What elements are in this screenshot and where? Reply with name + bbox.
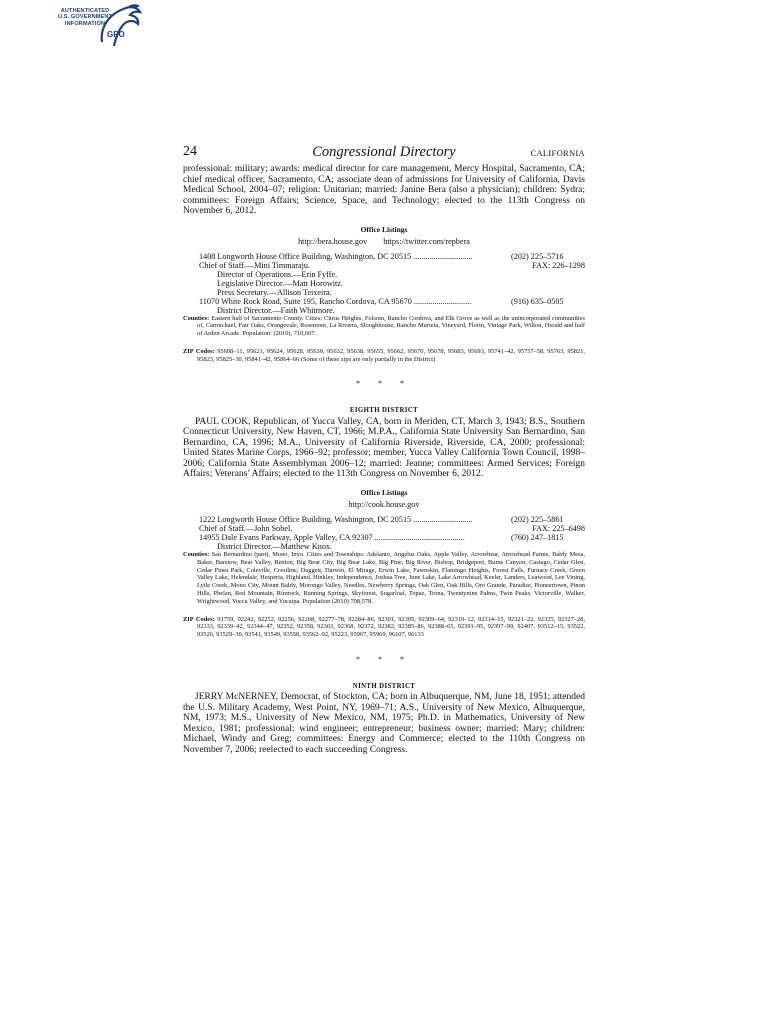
web-links bbox=[183, 500, 585, 511]
twitter-link[interactable]: https://twitter.com/repbera bbox=[383, 237, 470, 246]
staff-line: Chief of Staff.—Mini Timmaraju. bbox=[199, 260, 311, 270]
counties-label: Counties: bbox=[183, 314, 210, 322]
zip-text: 95608–11, 95621, 95624, 95628, 95630, 95632, 95638, 95655, 95662, 95670, 95678, 95683, 95693, 95741–42, 95757–58, 95763, 95821, 95823, 95825–30, 95841–42, 95864–66 (Some of these zips are only partially in the District) bbox=[197, 347, 585, 363]
counties-paragraph bbox=[183, 551, 585, 606]
office-address: 1408 Longworth House Office Building, Washington, DC 20515 ............................. bbox=[199, 251, 473, 261]
mcnerney-bio: JERRY McNERNEY, Democrat, of Stockton, CA; born in Albuquerque, NM, June 18, 1951; attended the U.S. Military Academy, West Point, NY, 1969–71; A.S., University of New Mexico, Albuquerque, NM, 1973; M.S., University of New Mexico, NM, 1975; Ph.D. in Mathematics, University of New Mexico, 1981; professional: wind engineer; entrepreneur; business owner; married: Mary; children: Michael, Windy and Greg; committees: Energy and Commerce; elected to the 110th Congress on November 7, 2006; reelected to each succeeding Congress. bbox=[183, 692, 585, 755]
district-heading: NINTH DISTRICT bbox=[352, 682, 416, 690]
website-link[interactable]: http://cook.house.gov bbox=[348, 500, 420, 510]
gpo-mark: GPO bbox=[107, 30, 125, 39]
staff-line: District Director.—Faith Whitmore. bbox=[217, 305, 335, 315]
staff-line: District Director.—Matthew Knox. bbox=[217, 541, 333, 551]
zip-label: ZIP Codes: bbox=[183, 615, 215, 623]
office-address: 14955 Dale Evans Parkway, Apple Valley, CA 92307 ............................................ bbox=[199, 532, 465, 542]
office-address: 1222 Longworth House Office Building, Washington, DC 20515 ............................. bbox=[199, 514, 473, 524]
eighth-district-section bbox=[183, 406, 585, 638]
office-listings bbox=[183, 515, 585, 551]
staff-line: Director of Operations.—Erin Fyffe. bbox=[217, 269, 338, 279]
section-separator: * * * bbox=[356, 654, 412, 664]
office-phone: (202) 225–5861 bbox=[511, 514, 564, 524]
office-row bbox=[183, 297, 585, 306]
gpo-authentication-seal bbox=[52, 2, 152, 48]
zip-paragraph bbox=[183, 616, 585, 639]
office-phone: (760) 247–1815 bbox=[511, 532, 564, 542]
staff-line: Chief of Staff.—John Sobel. bbox=[199, 523, 293, 533]
office-listings bbox=[183, 252, 585, 315]
office-row bbox=[183, 252, 585, 261]
office-row bbox=[183, 515, 585, 524]
office-fax: FAX: 226–1298 bbox=[532, 260, 585, 270]
office-listings-heading: Office Listings bbox=[360, 487, 408, 497]
office-address: 11070 White Rock Road, Suite 195, Rancho Cordova, CA 95670 ............................ bbox=[199, 296, 472, 306]
seal-text: AUTHENTICATED U.S. GOVERNMENT INFORMATION bbox=[57, 8, 113, 27]
zip-text: 91759, 92242, 92252, 92256, 92268, 92277–78, 92284–86, 92301, 92305, 92309–64, 92310–12, 92314–15, 92321–22, 92325, 92327–28, 92333, 92339–42, 92344–47, 92352, 92358, 92363, 92368, 92372, 92382, 92385–86, 92388–65, 92391–95, 92397–99, 92407, 93512–15, 93522, 93526, 93529–30, 93541, 93549, 93558, 93562–92, 95223, 95967, 95969, 96107, 96133 bbox=[197, 615, 585, 639]
bera-bio-continued: professional: military; awards: medical director for care management, Mercy Hospital, Sacramento, CA; chief medical officer, Sacramento, CA; associate dean of admissions for University of California, Davis Medical School, 2004–07; religion: Unitarian; married: Janine Bera (also a physician); children: Sydra; committees: Foreign Affairs; Science, Space, and Technology; elected to the 113th Congress on November 6, 2012. bbox=[183, 164, 585, 216]
zip-label: ZIP Codes: bbox=[183, 347, 215, 355]
running-header bbox=[183, 144, 585, 164]
staff-line: Press Secretary.—Allison Teixeira. bbox=[217, 287, 332, 297]
eagle-icon bbox=[96, 2, 144, 48]
office-row bbox=[183, 524, 585, 533]
bera-section bbox=[183, 164, 585, 363]
page-number: 24 bbox=[183, 144, 197, 159]
counties-text: Eastern half of Sacramento County. Cities: Citrus Heights, Folsom, Rancho Cordova, and Elk Grove as well as the unincorporated communities of, Carmichael, Fair Oaks, Orangevale, Rosemont, La Riviera, Sloughhouse, Rancho Murieta, Vineyard, Florin, Vintage Park, Wilton, Herald and half of Arden Arcade. Population: (2010), 710,607. bbox=[197, 314, 585, 338]
page-title: Congressional Directory bbox=[312, 144, 456, 160]
counties-text: San Bernardino (part), Mono, Inyo. Cities and Townships: Adelanto, Angelus Oaks, Apple Valley, Arrowbear, Arrowhead Farms, Baldy Mesa, Baker, Barstow, Bear Valley, Benton, Big Bear City, Big Bear Lake, Big Pine, Big River, Bishop, Bridgeport, Burns Canyon, Castago, Cedar Glen, Cedar Pines Park, Coleville, Crestline, Daggett, Darwin, El Mirage, Erwin Lake, Fawnskin, Flamingo Heights, Forest Falls, Furnace Creek, Green Valley Lake, Helendale, Hesperia, Highland, Hinkley, Independence, Joshua Tree, June Lake, Lake Arrowhead, Keeler, Landers, Leawood, Lee Vining, Lytle Creek, Mono City, Mount Baldy, Morongo Valley, Needles, Newberry Springs, Oak Glen, Oak Hills, Oro Grande, Paradise, Pioneertown, Pinon Hills, Phelan, Red Mountain, Rimrock, Running Springs, Skyforest, Sugarloaf, Topaz, Trona, Twentynine Palms, Twin Peaks, Victorville, Walker, Wrightwood, Yucca Valley, and Yucaipa. Population (2010) 708,578. bbox=[197, 550, 585, 605]
directory-page bbox=[183, 144, 585, 755]
state-label: CALIFORNIA bbox=[530, 148, 585, 158]
web-links bbox=[183, 237, 585, 248]
counties-label: Counties: bbox=[183, 550, 210, 558]
district-heading: EIGHTH DISTRICT bbox=[349, 407, 419, 415]
zip-paragraph bbox=[183, 348, 585, 364]
staff-line: Legislative Director.—Matt Horowitz. bbox=[217, 278, 343, 288]
section-separator: * * * bbox=[356, 379, 412, 389]
office-phone: (202) 225–5716 bbox=[511, 251, 564, 261]
office-fax: FAX: 225–6498 bbox=[532, 523, 585, 533]
office-listings-heading: Office Listings bbox=[360, 224, 408, 234]
cook-bio: PAUL COOK, Republican, of Yucca Valley, CA, born in Meriden, CT, March 3, 1943; B.S., Southern Connecticut University, New Haven, CT, 1966; M.P.A., California State University San Bernardino, San Bernardino, CA, 1996; M.A., University of California Riverside, Riverside, CA, 2000; professional: United States Marine Corps, 1966–92; professor; member, Yucca Valley California Town Council, 1998–2006; California State Assemblyman 2006–12; married: Jeanne; committees: Armed Services; Foreign Affairs; Veterans’ Affairs; elected to the 113th Congress on November 6, 2012. bbox=[183, 416, 585, 480]
office-row bbox=[183, 533, 585, 542]
ninth-district-section bbox=[183, 682, 585, 756]
counties-paragraph bbox=[183, 315, 585, 338]
website-link[interactable]: http://bera.house.gov bbox=[298, 237, 368, 246]
office-phone: (916) 635–0505 bbox=[511, 296, 564, 306]
office-row bbox=[183, 261, 585, 270]
